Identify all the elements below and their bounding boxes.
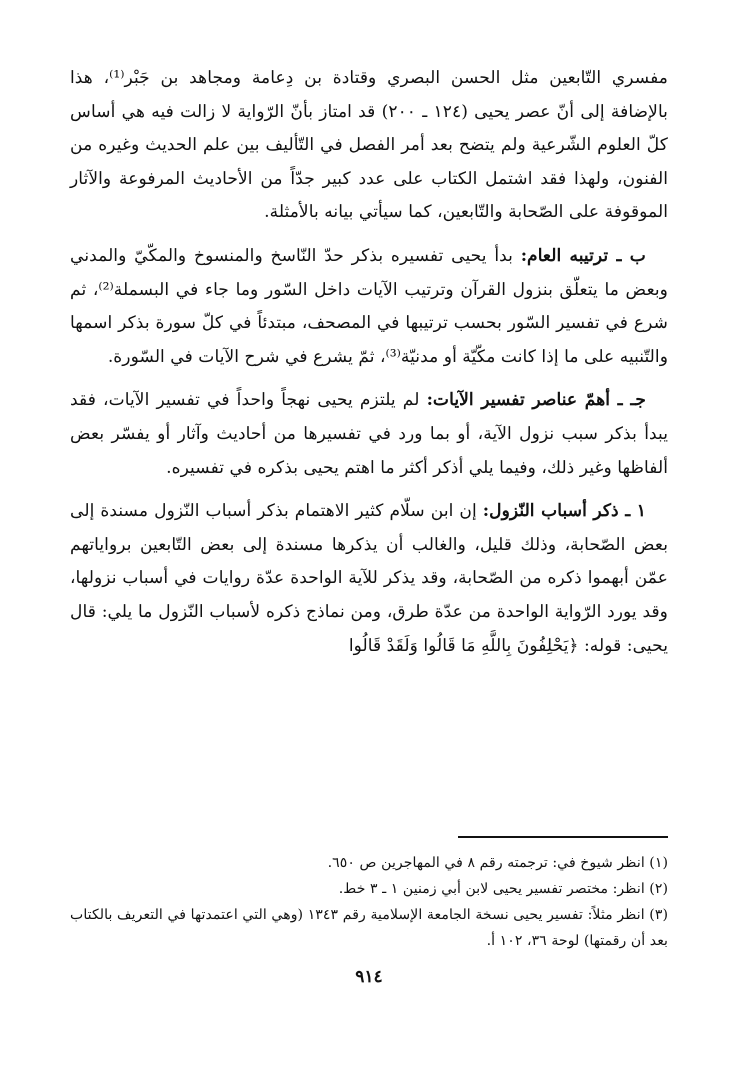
paragraph-3 (70, 384, 668, 485)
footnotes (70, 850, 668, 954)
paragraph-4 (70, 495, 668, 663)
paragraph-2 (70, 240, 668, 374)
paragraph-1-text: مفسري التّابعين مثل الحسن البصري وقتادة بن دِعامة ومجاهد بن جَبْر⁽¹⁾، هذا بالإضافة إلى أنّ عصر يحيى (١٢٤ ـ ٢٠٠) قد امتاز بأنّ الرّواية لا زالت فيه هي أساس كلّ العلوم الشّرعية ولم يتضح بعد أمر الفصل في التّأليف بين علم الحديث وغيره من الفنون، ولهذا فقد اشتمل الكتاب على عدد كبير جدّاً من الأحاديث المرفوعة والآثار الموقوفة على الصّحابة والتّابعين، كما سيأتي بيانه بالأمثلة. (70, 68, 669, 223)
paragraph-4-text: إن ابن سلّام كثير الاهتمام بذكر أسباب النّزول مسندة إلى بعض الصّحابة، وذلك قليل، والغالب أن يذكرها مسندة إلى بعض التّابعين برواياتهم عمّن أبهموا ذكره من الصّحابة، وقد يذكر للآية الواحدة عدّة روايات في أسباب نزولها، وقد يورد الرّواية الواحدة من عدّة طرق، ومن نماذج ذكره لأسباب النّزول ما يلي: قال يحيى: قوله: ﴿يَحْلِفُونَ بِاللَّهِ مَا قَالُوا وَلَقَدْ قَالُوا (70, 501, 668, 656)
section-heading-b: ب ـ ترتيبه العام: (520, 245, 646, 266)
footnote-3: (٣) انظر مثلاً: تفسير يحيى نسخة الجامعة الإسلامية رقم ١٣٤٣ (وهي التي اعتمدتها في التعريف بالكتاب بعد أن رقمتها) لوحة ٣٦، ١٠٢ أ. (70, 907, 669, 949)
page-number: ٩١٤ (355, 967, 383, 987)
footnote-2: (٢) انظر: مختصر تفسير يحيى لابن أبي زمنين ١ ـ ٣ خط. (338, 881, 668, 897)
section-heading-j: جـ ـ أهمّ عناصر تفسير الآيات: (426, 390, 646, 411)
paragraph-1 (70, 62, 668, 230)
document-page (70, 62, 668, 1042)
footnote-separator (458, 836, 668, 838)
paragraph-3-text: لم يلتزم يحيى نهجاً واحداً في تفسير الآيات، فقد يبدأ بذكر سبب نزول الآية، أو بما ورد في تفسيرها من أحاديث وآثار أو يفسّر بعض ألفاظها وغير ذلك، وفيما يلي أذكر أكثر ما اهتم يحيى بذكره في تفسيره. (70, 390, 668, 478)
main-text (70, 62, 668, 663)
footnote-1: (١) انظر شيوخ في: ترجمته رقم ٨ في المهاجرين ص ٦٥٠. (327, 855, 668, 871)
section-heading-1: ١ ـ ذكر أسباب النّزول: (482, 501, 647, 522)
paragraph-2-text: بدأ يحيى تفسيره بذكر حدّ النّاسخ والمنسوخ والمكّيّ والمدني وبعض ما يتعلّق بنزول القرآن وترتيب الآيات داخل السّور وما جاء في البسملة⁽²⁾، ثم شرع في تفسير السّور بحسب ترتيبها في المصحف، مبتدئاً في كلّ سورة بذكر اسمها والتّنبيه على ما إذا كانت مكّيّة أو مدنيّة⁽³⁾، ثمّ يشرع في شرح الآيات في السّورة. (70, 245, 668, 367)
